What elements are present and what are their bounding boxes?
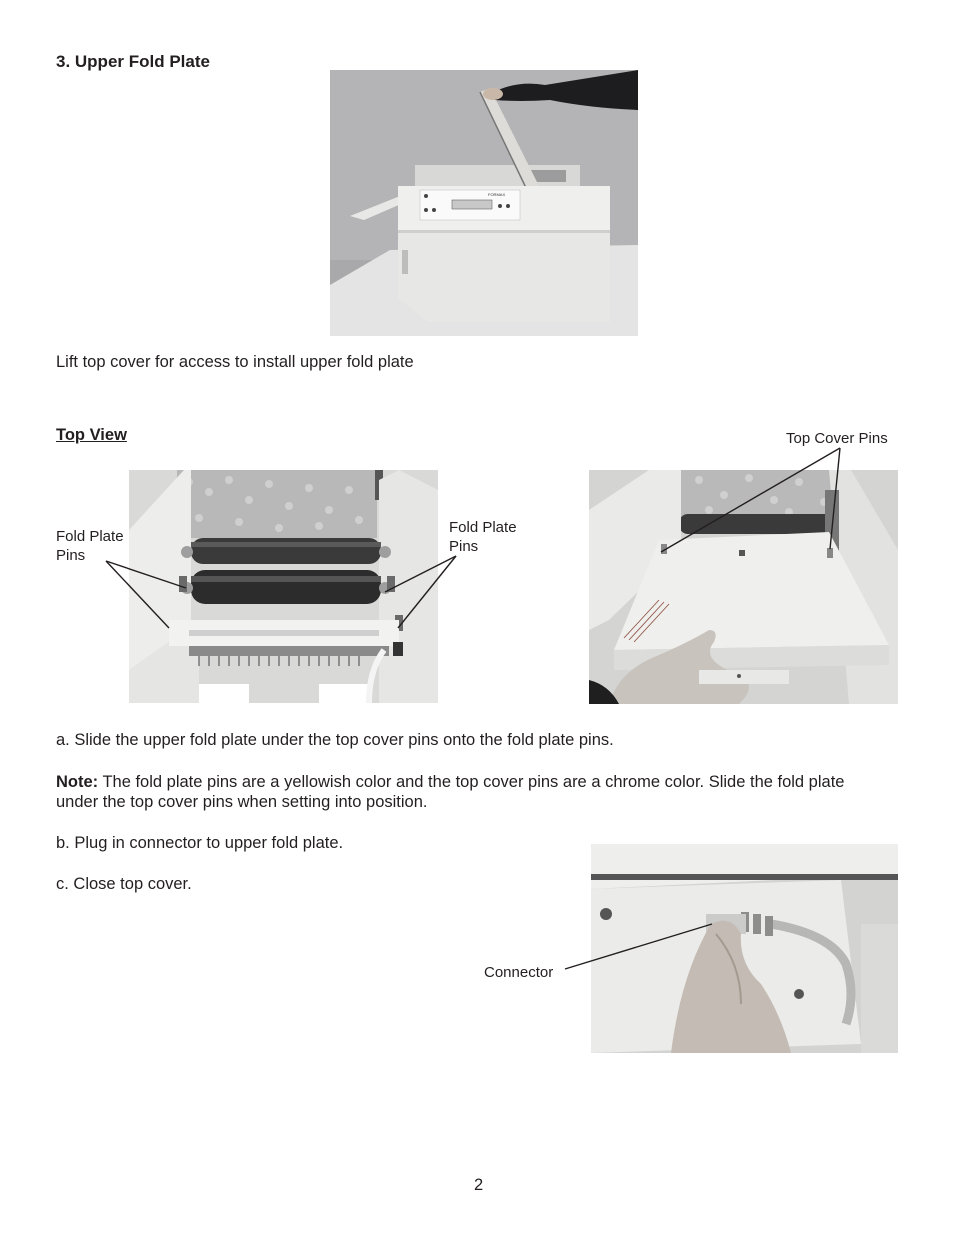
step-c-text: c. Close top cover. xyxy=(56,875,192,893)
label-fold-plate-pins-right-line2: Pins xyxy=(449,537,479,555)
photo-machine-cover-lifted xyxy=(330,70,638,336)
note-label: Note: xyxy=(56,773,99,791)
note-paragraph xyxy=(56,772,916,812)
label-top-cover-pins: Top Cover Pins xyxy=(786,430,888,447)
page-number: 2 xyxy=(474,1176,484,1194)
label-fold-plate-pins-left-line2: Pins xyxy=(56,546,86,564)
photo-top-view-fold-plate xyxy=(589,470,898,704)
machine-brand-text: FORMAX xyxy=(488,192,506,197)
top-view-heading: Top View xyxy=(56,426,127,444)
label-fold-plate-pins-left-line1: Fold Plate xyxy=(56,528,124,545)
label-fold-plate-pins-right-line1: Fold Plate xyxy=(449,519,517,536)
section-title: 3. Upper Fold Plate xyxy=(56,52,210,71)
caption-lift-top-cover: Lift top cover for access to install upper fold plate xyxy=(56,353,414,371)
note-line-1 xyxy=(56,772,916,792)
step-b-text: b. Plug in connector to upper fold plate. xyxy=(56,834,344,852)
note-line-1-text: The fold plate pins are a yellowish color and the top cover pins are a chrome color. Slide the fold plate xyxy=(98,773,845,791)
photo-top-view-rollers xyxy=(129,470,438,703)
note-line-2: under the top cover pins when setting into position. xyxy=(56,793,428,811)
step-a-text: a. Slide the upper fold plate under the top cover pins onto the fold plate pins. xyxy=(56,731,614,749)
label-connector: Connector xyxy=(484,964,554,981)
label-fold-plate-pins-right xyxy=(449,519,517,556)
photo-connector xyxy=(591,844,898,1053)
label-fold-plate-pins-left xyxy=(56,528,124,565)
